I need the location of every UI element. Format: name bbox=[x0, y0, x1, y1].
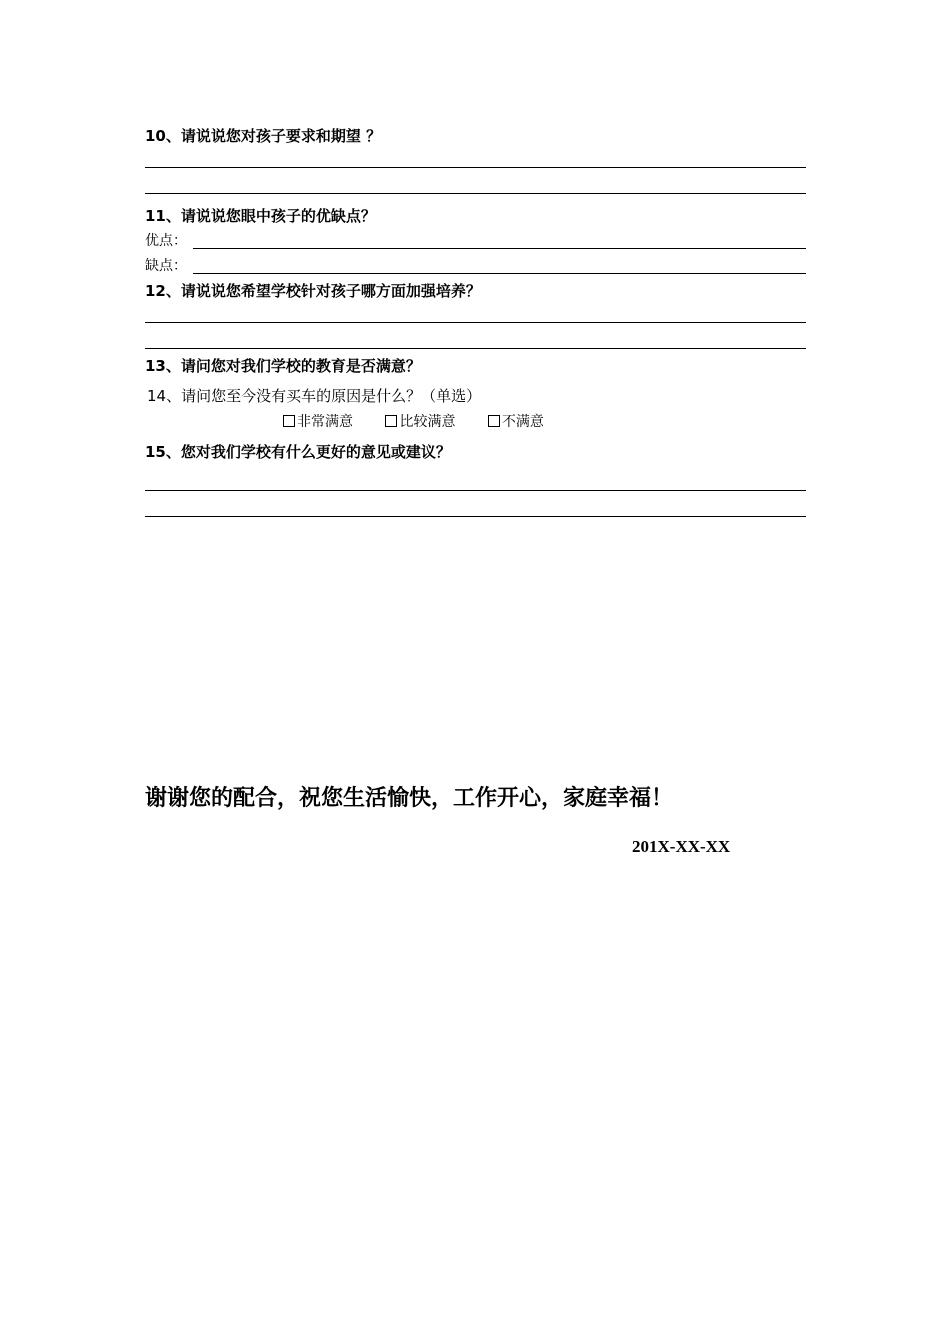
answer-line-15-2[interactable] bbox=[145, 516, 806, 517]
question-11-number: 11 bbox=[145, 207, 166, 225]
answer-line-12-2[interactable] bbox=[145, 348, 806, 349]
option-label: 比较满意 bbox=[399, 414, 456, 430]
option-not-satisfied[interactable] bbox=[488, 413, 544, 431]
answer-line-15-1[interactable] bbox=[145, 490, 806, 491]
question-15 bbox=[145, 442, 451, 462]
question-12 bbox=[145, 281, 481, 301]
question-15-text: 、您对我们学校有什么更好的意见或建议？ bbox=[165, 443, 451, 461]
thank-you-message: 谢谢您的配合，祝您生活愉快，工作开心，家庭幸福！ bbox=[145, 785, 674, 811]
answer-line-10-2[interactable] bbox=[145, 193, 806, 194]
question-10 bbox=[145, 126, 381, 146]
checkbox-icon[interactable] bbox=[385, 415, 397, 427]
cons-label: 缺点： bbox=[145, 258, 187, 274]
question-11-text: 、请说说您眼中孩子的优缺点？ bbox=[165, 207, 376, 225]
cons-answer-line[interactable] bbox=[193, 273, 806, 274]
question-13-number: 13 bbox=[145, 357, 166, 375]
checkbox-icon[interactable] bbox=[488, 415, 500, 427]
document-date: 201X-XX-XX bbox=[632, 837, 731, 856]
option-label: 不满意 bbox=[501, 414, 544, 430]
pros-answer-line[interactable] bbox=[193, 248, 806, 249]
question-12-number: 12 bbox=[145, 282, 166, 300]
option-fairly-satisfied[interactable] bbox=[385, 413, 455, 431]
question-13-text: 、请问您对我们学校的教育是否满意？ bbox=[165, 357, 421, 375]
question-15-number: 15 bbox=[145, 443, 166, 461]
question-11 bbox=[145, 206, 376, 226]
option-label: 非常满意 bbox=[297, 414, 353, 430]
answer-line-10-1[interactable] bbox=[145, 167, 806, 168]
option-very-satisfied[interactable] bbox=[283, 413, 353, 431]
pros-label: 优点： bbox=[145, 233, 187, 249]
question-12-text: 、请说说您希望学校针对孩子哪方面加强培养？ bbox=[165, 282, 481, 300]
question-13 bbox=[145, 356, 421, 376]
answer-line-12-1[interactable] bbox=[145, 322, 806, 323]
question-10-number: 10 bbox=[145, 127, 166, 145]
satisfaction-options bbox=[283, 413, 572, 431]
question-10-text: 、请说说您对孩子要求和期望 ？ bbox=[165, 127, 382, 145]
checkbox-icon[interactable] bbox=[283, 415, 295, 427]
question-14: 14、请问您至今没有买车的原因是什么？（单选） bbox=[147, 387, 482, 405]
